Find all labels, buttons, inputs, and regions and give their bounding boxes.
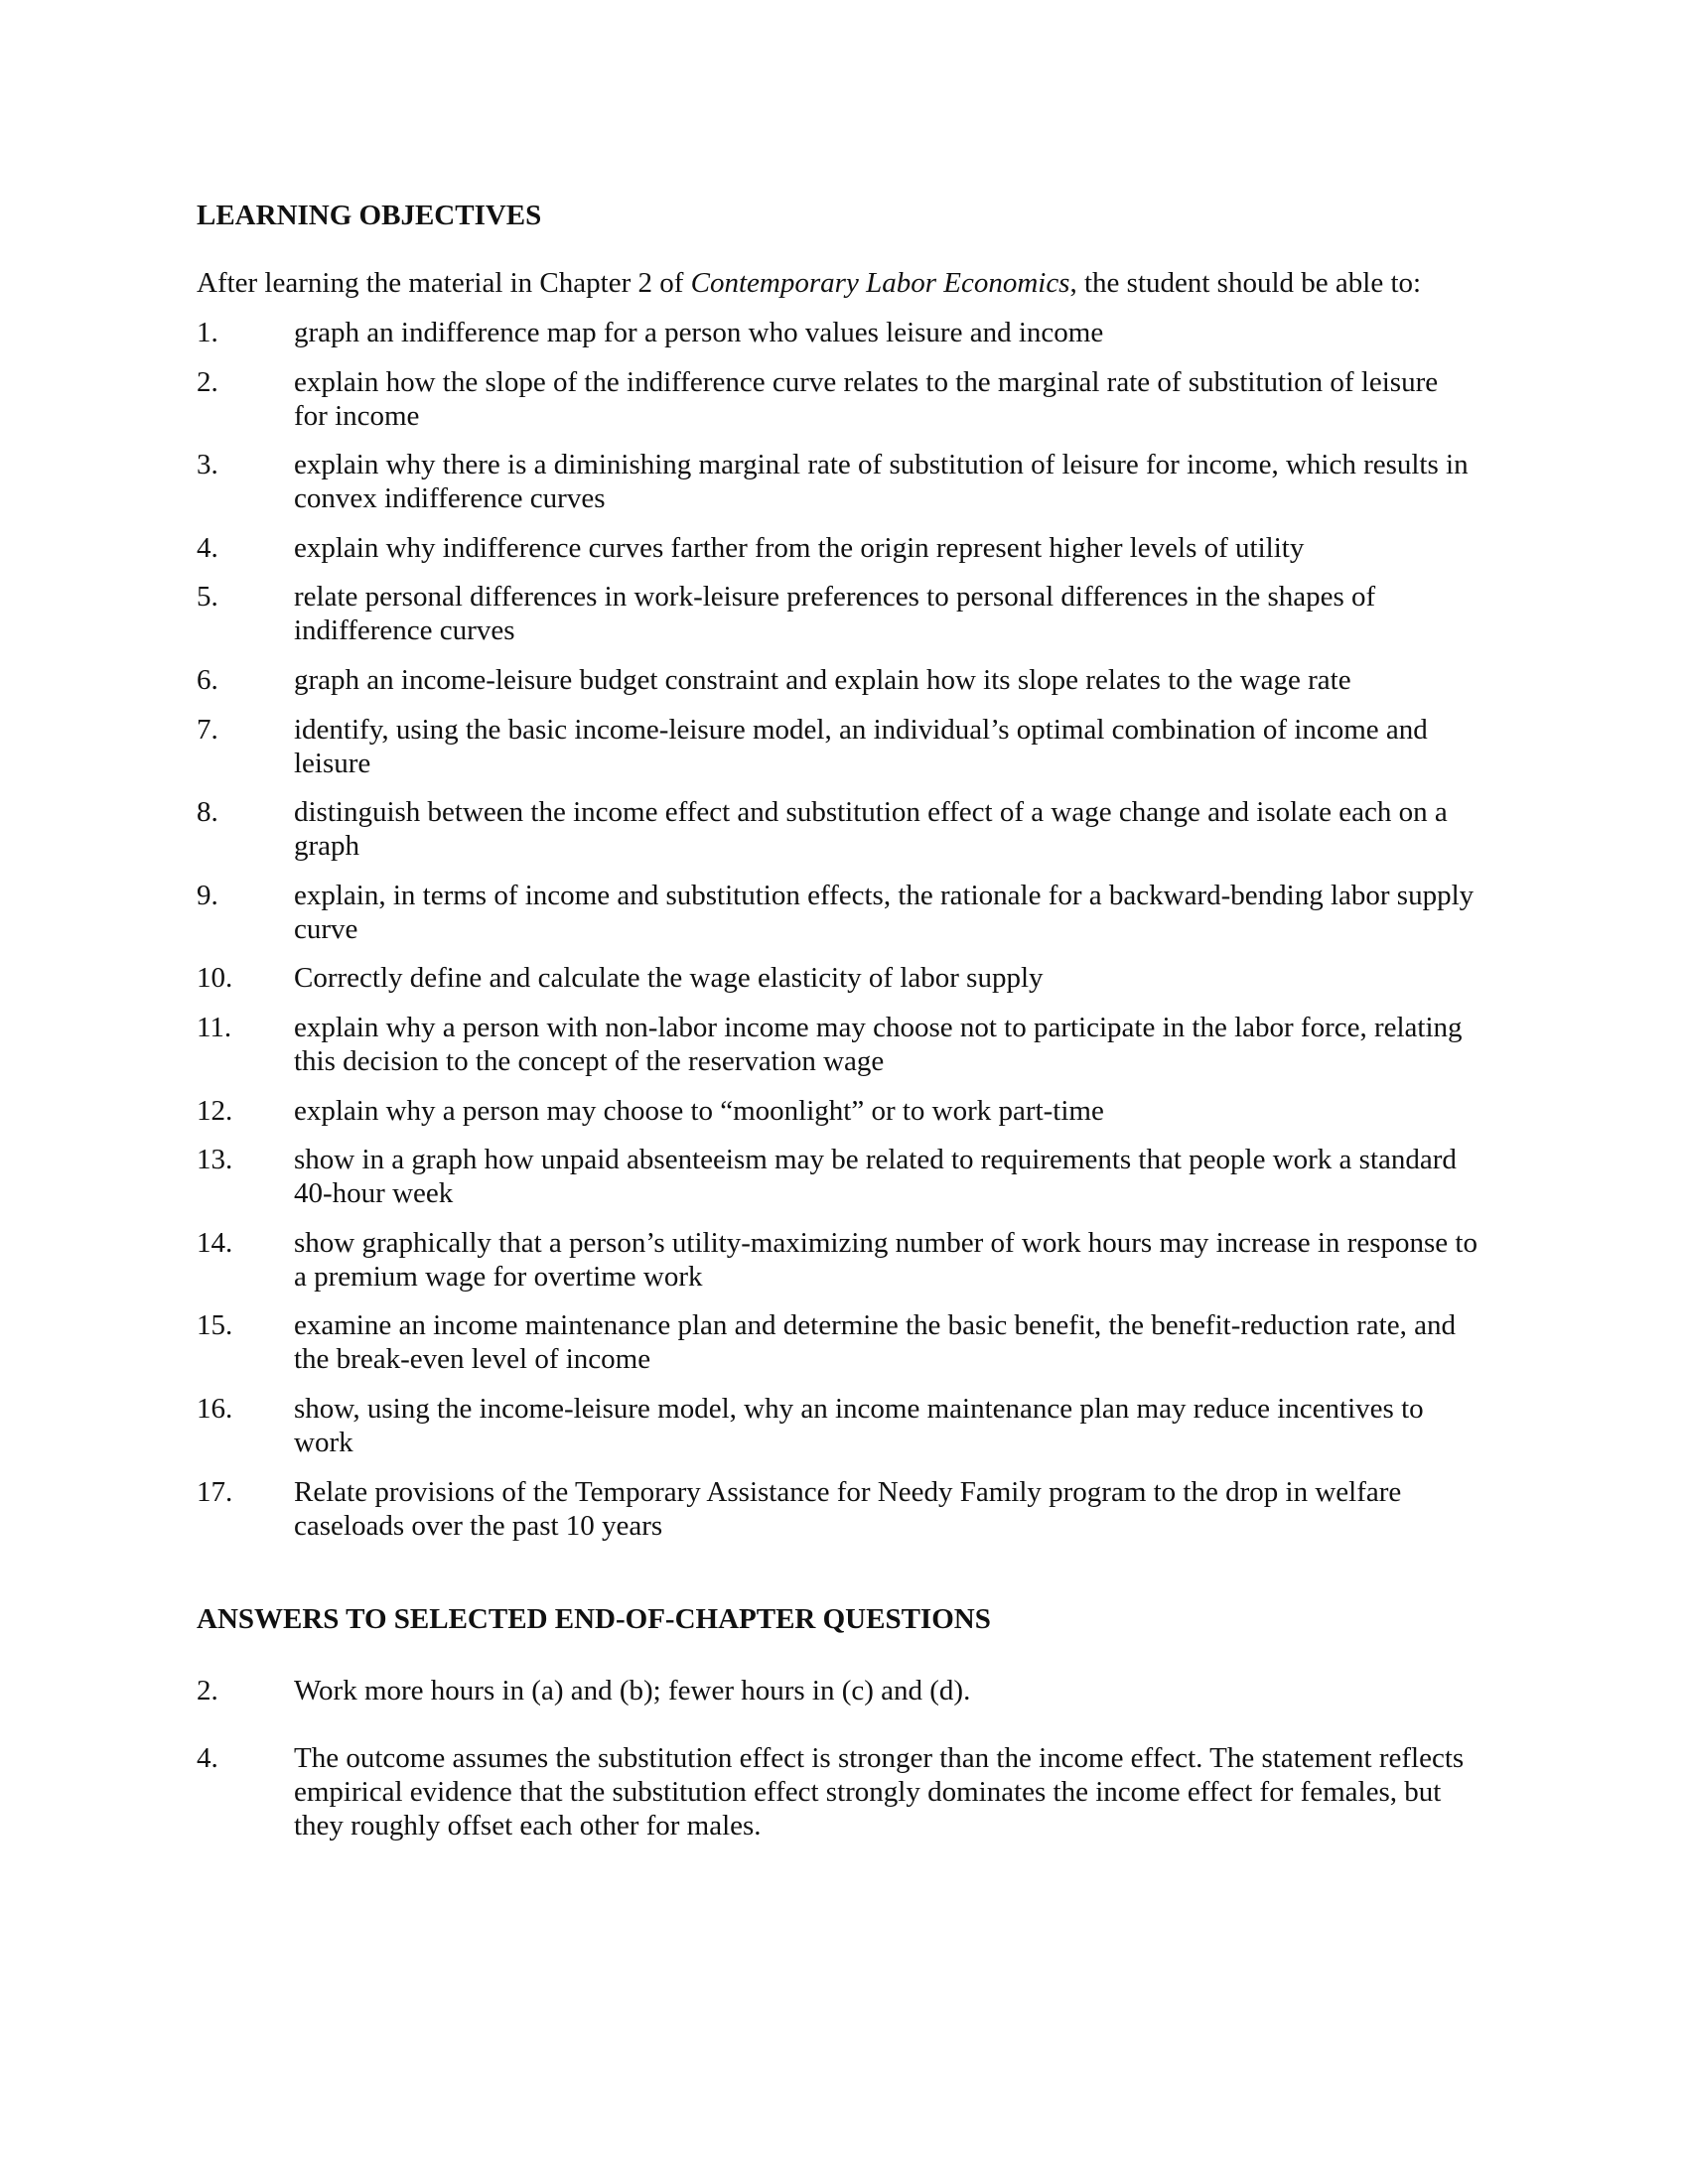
item-text: relate personal differences in work-leisure preferences to personal differences in the shapes of indifference curves — [294, 581, 1376, 647]
item-text: explain why there is a diminishing marginal rate of substitution of leisure for income, which results in convex indifference curves — [294, 449, 1469, 515]
item-number: 15. — [197, 1309, 233, 1342]
item-text: explain why a person may choose to “moonlight” or to work part-time — [294, 1094, 1104, 1127]
intro-sentence — [197, 266, 1421, 300]
item-text: explain how the slope of the indifference curve relates to the marginal rate of substitution of leisure for income — [294, 365, 1439, 432]
item-number: 10. — [197, 962, 233, 995]
item-number: 5. — [197, 581, 218, 614]
item-number: 16. — [197, 1392, 233, 1425]
objective-item-17 — [197, 1475, 1477, 1543]
item-number: 17. — [197, 1475, 233, 1508]
item-number: 12. — [197, 1094, 233, 1127]
objective-item-13 — [197, 1143, 1477, 1210]
answers-list — [197, 1674, 1477, 1876]
objective-item-5 — [197, 580, 1477, 647]
item-number: 2. — [197, 1675, 218, 1706]
item-number: 8. — [197, 796, 218, 829]
objective-item-15 — [197, 1308, 1477, 1376]
item-text: show in a graph how unpaid absenteeism may be related to requirements that people work a standard 40-hour week — [294, 1144, 1457, 1210]
item-number: 4. — [197, 531, 218, 564]
item-text: explain why a person with non-labor income may choose not to participate in the labor force, relating this decision to the concept of the reservation wage — [294, 1011, 1463, 1077]
objective-item-2 — [197, 365, 1477, 433]
objective-item-4 — [197, 531, 1477, 565]
objective-item-11 — [197, 1011, 1477, 1078]
item-number: 14. — [197, 1226, 233, 1259]
intro-before: After learning the material in Chapter 2 of — [197, 267, 691, 299]
item-number: 6. — [197, 663, 218, 696]
objective-item-8 — [197, 795, 1477, 863]
item-number: 4. — [197, 1742, 218, 1774]
item-text: Relate provisions of the Temporary Assistance for Needy Family program to the drop in welfare caseloads over the past 10 years — [294, 1475, 1402, 1542]
item-text: explain, in terms of income and substitution effects, the rationale for a backward-bending labor supply curve — [294, 879, 1475, 945]
objective-item-1 — [197, 316, 1477, 349]
item-text: The outcome assumes the substitution effect is stronger than the income effect. The statement reflects empirical evidence that the substitution effect strongly dominates the income effect for females, but they roughly offset each other for males. — [294, 1742, 1465, 1842]
objective-item-10 — [197, 961, 1477, 995]
item-number: 2. — [197, 365, 218, 398]
answer-item-2 — [197, 1674, 1477, 1707]
item-text: identify, using the basic income-leisure model, an individual’s optimal combination of income and leisure — [294, 713, 1428, 779]
objective-item-6 — [197, 663, 1477, 697]
item-text: graph an income-leisure budget constraint and explain how its slope relates to the wage rate — [294, 663, 1351, 696]
item-number: 13. — [197, 1144, 233, 1176]
item-text: examine an income maintenance plan and determine the basic benefit, the benefit-reduction rate, and the break-even level of income — [294, 1309, 1456, 1376]
item-text: explain why indifference curves farther from the origin represent higher levels of utility — [294, 531, 1305, 564]
objective-item-12 — [197, 1094, 1477, 1128]
objective-item-16 — [197, 1392, 1477, 1459]
item-number: 3. — [197, 449, 218, 481]
item-text: show graphically that a person’s utility-maximizing number of work hours may increase in response to a premium wage for overtime work — [294, 1226, 1477, 1293]
objective-item-9 — [197, 879, 1477, 946]
item-number: 1. — [197, 317, 218, 348]
item-number: 11. — [197, 1011, 232, 1043]
objective-item-7 — [197, 713, 1477, 780]
objective-item-14 — [197, 1226, 1477, 1294]
intro-after: , the student should be able to: — [1069, 267, 1422, 299]
item-text: distinguish between the income effect and substitution effect of a wage change and isolate each on a graph — [294, 796, 1448, 863]
item-text: show, using the income-leisure model, why an income maintenance plan may reduce incentives to work — [294, 1392, 1424, 1458]
learning-objectives-heading: LEARNING OBJECTIVES — [197, 200, 542, 231]
item-text: graph an indifference map for a person who values leisure and income — [294, 317, 1104, 348]
objectives-list — [197, 316, 1477, 1558]
objective-item-3 — [197, 448, 1477, 515]
answers-heading: ANSWERS TO SELECTED END-OF-CHAPTER QUESTIONS — [197, 1603, 991, 1635]
item-text: Work more hours in (a) and (b); fewer hours in (c) and (d). — [294, 1675, 971, 1706]
book-title: Contemporary Labor Economics — [690, 267, 1070, 299]
item-text: Correctly define and calculate the wage elasticity of labor supply — [294, 962, 1044, 995]
item-number: 7. — [197, 713, 218, 746]
item-number: 9. — [197, 879, 218, 911]
answer-item-4 — [197, 1741, 1477, 1843]
